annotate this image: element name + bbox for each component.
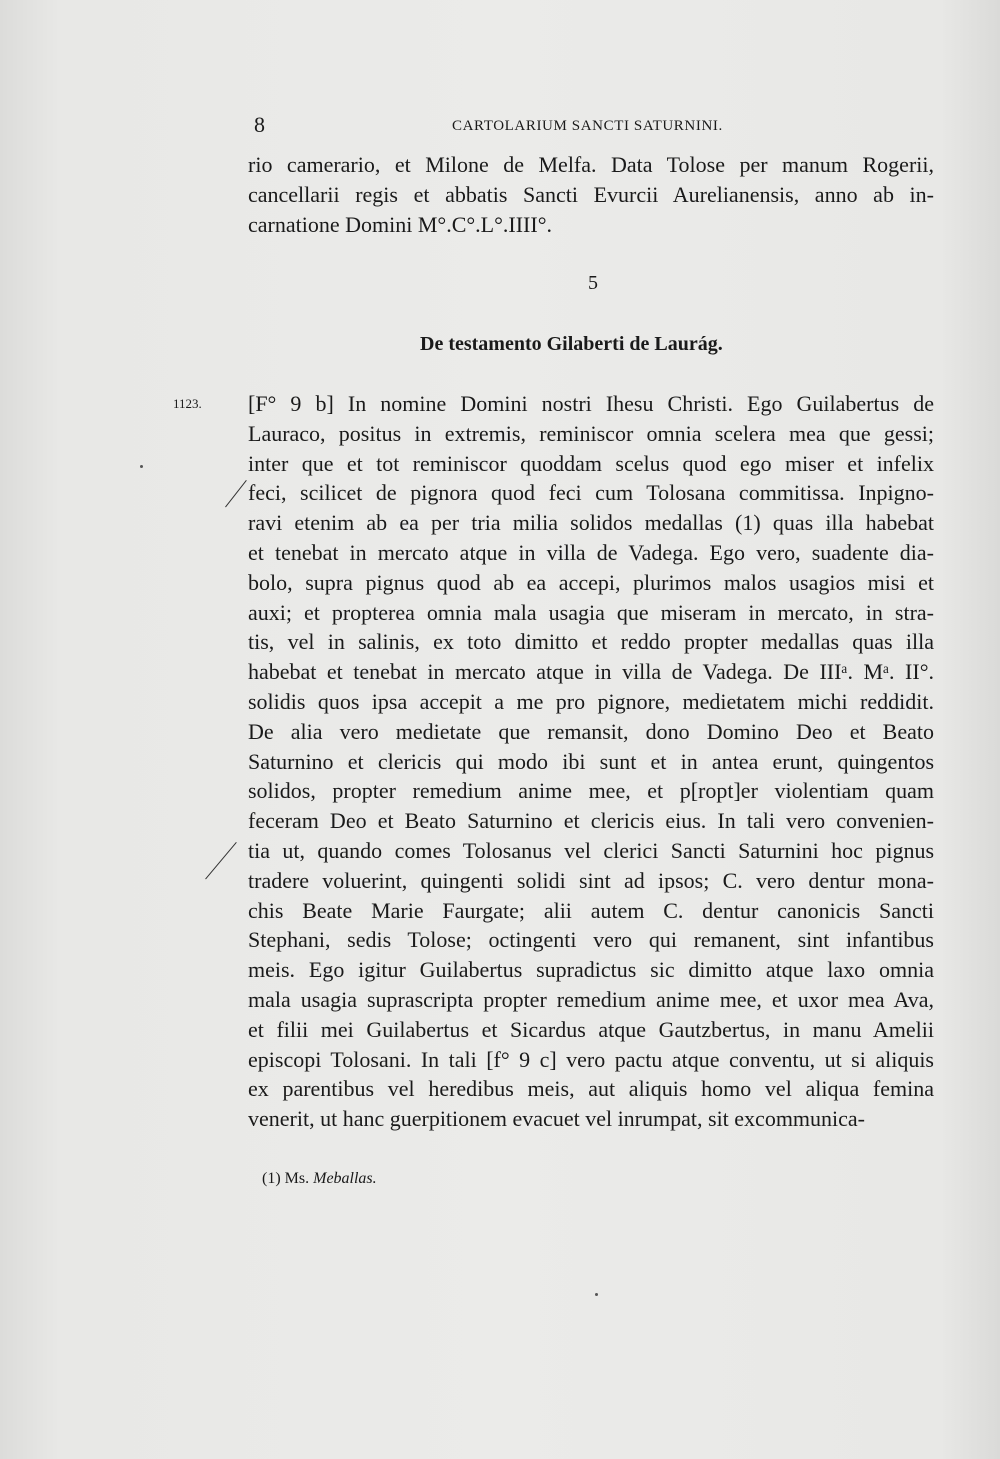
margin-pencil-mark (205, 842, 237, 880)
text-line: et tenebat in mercato atque in villa de Vadega. Ego vero, suadente dia- (248, 539, 934, 565)
text-line: auxi; et propterea omnia mala usagia que miseram in mercato, in stra- (248, 599, 934, 625)
speck (140, 465, 143, 468)
text-line: et filii mei Guilabertus et Sicardus atque Gautzbertus, in manu Amelii (248, 1016, 934, 1042)
text-block-continuation (248, 150, 934, 239)
text-line: Stephani, sedis Tolose; octingenti vero qui remanent, sint infantibus (248, 927, 934, 953)
text-line: chis Beate Marie Faurgate; alii autem C. dentur canonicis Sancti (248, 897, 934, 923)
text-line: venerit, ut hanc guerpitionem evacuet vel inrumpat, sit excommunica- (248, 1106, 866, 1132)
text-line: ex parentibus vel heredibus meis, aut aliquis homo vel aliqua femina (248, 1076, 934, 1102)
text-line: [F° 9 b] In nomine Domini nostri Ihesu Christi. Ego Guilabertus de (248, 391, 934, 416)
text-line: solidis quos ipsa accepit a me pro pignore, medietatem michi reddidit. (248, 688, 934, 714)
margin-pencil-mark (225, 480, 247, 508)
text-line: cancellarii regis et abbatis Sancti Evurcii Aurelianensis, anno ab in- (248, 181, 934, 207)
text-line: tia ut, quando comes Tolosanus vel clerici Sancti Saturnini hoc pignus (248, 837, 934, 863)
document-number: 5 (588, 272, 598, 294)
text-block-document (248, 389, 934, 1134)
footnote-marker: (1) Ms. (262, 1170, 310, 1187)
text-line: De alia vero medietate que remansit, dono Domino Deo et Beato (248, 718, 934, 744)
text-line: tis, vel in salinis, ex toto dimitto et reddo propter medallas quas illa (248, 629, 934, 655)
text-line: carnatione Domini M°.C°.L°.IIII°. (248, 211, 553, 237)
text-line: ravi etenim ab ea per tria milia solidos medallas (1) quas illa habebat (248, 510, 934, 536)
text-line: solidos, propter remedium anime mee, et p[ropt]er violentiam quam (248, 778, 934, 804)
text-line: meis. Ego igitur Guilabertus supradictus sic dimitto atque laxo omnia (248, 957, 934, 983)
text-line: habebat et tenebat in mercato atque in villa de Vadega. De IIIᵃ. Mᵃ. II°. (248, 659, 934, 685)
document-title: De testamento Gilaberti de Laurág. (420, 333, 723, 355)
text-line: tradere voluerint, quingenti solidi sint ad ipsos; C. vero dentur mona- (248, 867, 934, 893)
text-line: episcopi Tolosani. In tali [f° 9 c] vero pactu atque conventu, ut si aliquis (248, 1046, 934, 1072)
footnote-text: Meballas. (313, 1170, 377, 1187)
text-line: Saturnino et clericis qui modo ibi sunt et in antea erunt, quingentos (248, 748, 934, 774)
text-line: rio camerario, et Milone de Melfa. Data Tolose per manum Rogerii, (248, 152, 934, 177)
running-title: CARTOLARIUM SANCTI SATURNINI. (452, 118, 723, 134)
text-line: bolo, supra pignus quod ab ea accepi, plurimos malos usagios misi et (248, 569, 934, 595)
text-line: inter que et tot reminiscor quoddam scelus quod ego miser et infelix (248, 450, 934, 476)
text-line: feceram Deo et Beato Saturnino et clericis eius. In tali vero convenien- (248, 808, 934, 834)
text-line: feci, scilicet de pignora quod feci cum Tolosana commitissa. Inpigno- (248, 480, 934, 506)
text-line: mala usagia suprascripta propter remedium anime mee, et uxor mea Ava, (248, 986, 934, 1012)
margin-year: 1123. (173, 396, 202, 411)
text-line: Lauraco, positus in extremis, reminiscor omnia scelera mea que gessi; (248, 420, 934, 446)
speck (595, 1293, 598, 1296)
page-number: 8 (254, 112, 265, 137)
footnote (262, 1170, 377, 1188)
page-header (254, 112, 934, 142)
